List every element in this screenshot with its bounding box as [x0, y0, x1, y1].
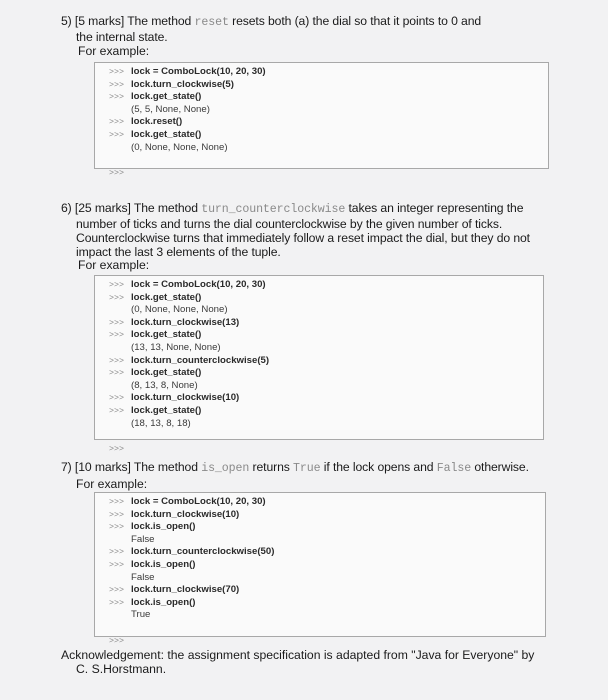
code-line — [109, 521, 545, 534]
prompt-marker: >>> — [109, 167, 125, 178]
prompt-marker — [109, 380, 131, 393]
question-6-text — [61, 201, 601, 259]
prompt-marker — [109, 142, 131, 155]
code-command: lock.reset() — [131, 116, 183, 128]
code-command: lock.turn_clockwise(10) — [131, 392, 240, 404]
code-command: lock.is_open() — [131, 558, 196, 570]
code-line — [109, 355, 543, 368]
code-output: (0, None, None, None) — [131, 304, 228, 316]
q7-code-false: False — [436, 462, 472, 475]
code-line — [109, 572, 545, 585]
q6-suffix: takes an integer representing the — [345, 201, 524, 215]
code-line — [109, 405, 543, 418]
q6-line2: number of ticks and turns the dial counterclockwise by the given number of ticks. — [76, 217, 503, 231]
code-line — [109, 292, 543, 305]
code-line — [109, 380, 543, 393]
code-line — [109, 342, 543, 355]
prompt-marker: >>> — [109, 405, 125, 416]
code-command: lock.get_state() — [131, 291, 202, 303]
code-command: lock.turn_clockwise(70) — [131, 584, 240, 596]
prompt-marker: >>> — [109, 635, 125, 646]
code-command: lock.get_state() — [131, 91, 202, 103]
question-5-text — [61, 14, 591, 44]
code-line — [109, 104, 548, 117]
prompt-marker: >>> — [109, 585, 125, 596]
prompt-marker — [109, 622, 131, 635]
code-line — [109, 430, 543, 443]
acknowledgement-line1: Acknowledgement: the assignment specification is adapted from "Java for Everyone" by — [61, 648, 535, 662]
prompt-marker: >>> — [109, 117, 125, 128]
code-line — [109, 66, 548, 79]
prompt-marker: >>> — [109, 67, 125, 77]
prompt-marker: >>> — [109, 368, 125, 379]
code-line — [109, 279, 543, 292]
code-line — [109, 116, 548, 129]
code-output: True — [131, 609, 151, 621]
code-output: (8, 13, 8, None) — [131, 379, 198, 391]
code-command: lock.get_state() — [131, 367, 202, 379]
prompt-marker: >>> — [109, 317, 125, 328]
code-line — [109, 317, 543, 330]
code-output: False — [131, 571, 155, 583]
code-output: (5, 5, None, None) — [131, 103, 210, 115]
q6-code-example — [94, 275, 544, 454]
code-output: False — [131, 533, 155, 545]
prompt-marker — [109, 342, 131, 355]
prompt-marker — [109, 418, 131, 431]
q5-prefix: 5) [5 marks] The method — [61, 14, 195, 28]
q6-prefix: 6) [25 marks] The method — [61, 201, 202, 215]
code-line — [109, 597, 545, 610]
prompt-marker: >>> — [109, 509, 125, 520]
prompt-marker: >>> — [109, 393, 125, 404]
q5-suffix: resets both (a) the dial so that it points to 0 and — [228, 14, 482, 28]
code-line — [109, 635, 545, 648]
q6-line3: Counterclockwise turns that immediately follow a reset impact the dial, but they do not — [76, 231, 530, 245]
code-output: (0, None, None, None) — [131, 141, 228, 153]
code-command: lock.turn_clockwise(10) — [131, 508, 240, 520]
prompt-marker: >>> — [109, 497, 125, 507]
code-command: lock.turn_clockwise(13) — [131, 316, 240, 328]
q7-code-true: True — [293, 462, 321, 475]
code-line — [109, 392, 543, 405]
code-output: (18, 13, 8, 18) — [131, 417, 191, 429]
code-command: lock.turn_counterclockwise(5) — [131, 354, 270, 366]
prompt-marker: >>> — [109, 522, 125, 533]
prompt-marker — [109, 572, 131, 585]
code-line — [109, 129, 548, 142]
code-line — [109, 559, 545, 572]
q6-line4: impact the last 3 elements of the tuple. — [76, 245, 281, 259]
prompt-marker: >>> — [109, 597, 125, 608]
q7-prefix: 7) [10 marks] The method — [61, 460, 202, 474]
code-line — [109, 79, 548, 92]
code-line — [109, 154, 548, 167]
prompt-marker: >>> — [109, 292, 125, 303]
code-command: lock.get_state() — [131, 128, 202, 140]
code-line — [109, 534, 545, 547]
q7-middle2: if the lock opens and — [320, 460, 437, 474]
prompt-marker: >>> — [109, 355, 125, 366]
q5-line2: the internal state. — [76, 30, 168, 44]
code-line — [109, 418, 543, 431]
code-line — [109, 609, 545, 622]
prompt-marker: >>> — [109, 547, 125, 558]
prompt-marker — [109, 609, 131, 622]
code-line — [109, 584, 545, 597]
prompt-marker: >>> — [109, 79, 125, 90]
q7-code-example — [94, 492, 546, 646]
q7-suffix: otherwise. — [471, 460, 529, 474]
q5-code-reset: reset — [194, 16, 229, 29]
q6-code-turn-counterclockwise: turn_counterclockwise — [201, 203, 346, 216]
code-command: lock.is_open() — [131, 596, 196, 608]
prompt-marker — [109, 304, 131, 317]
code-command: lock.is_open() — [131, 521, 196, 533]
code-line — [109, 443, 543, 456]
code-line — [109, 367, 543, 380]
code-line — [109, 509, 545, 522]
prompt-marker: >>> — [109, 443, 125, 454]
code-line — [109, 91, 548, 104]
prompt-marker — [109, 534, 131, 547]
code-line — [109, 622, 545, 635]
q7-for-example: For example: — [76, 477, 148, 491]
prompt-marker: >>> — [109, 280, 125, 290]
q7-code-is-open: is_open — [201, 462, 250, 475]
code-command: lock = ComboLock(10, 20, 30) — [131, 496, 266, 507]
q5-code-example — [94, 62, 549, 178]
code-command: lock = ComboLock(10, 20, 30) — [131, 279, 266, 290]
q7-middle: returns — [249, 460, 294, 474]
question-7-text — [61, 460, 601, 476]
code-command: lock = ComboLock(10, 20, 30) — [131, 66, 266, 77]
prompt-marker: >>> — [109, 129, 125, 140]
code-command: lock.turn_clockwise(5) — [131, 78, 234, 90]
code-command: lock.turn_counterclockwise(50) — [131, 546, 275, 558]
q5-for-example: For example: — [78, 44, 150, 58]
prompt-marker — [109, 430, 131, 443]
code-line — [109, 329, 543, 342]
prompt-marker: >>> — [109, 330, 125, 341]
prompt-marker — [109, 104, 131, 117]
code-line — [109, 546, 545, 559]
code-line — [109, 496, 545, 509]
code-command: lock.get_state() — [131, 329, 202, 341]
prompt-marker — [109, 154, 131, 167]
code-output: (13, 13, None, None) — [131, 341, 221, 353]
acknowledgement — [61, 648, 601, 676]
code-line — [109, 304, 543, 317]
prompt-marker: >>> — [109, 92, 125, 103]
code-line — [109, 142, 548, 155]
code-command: lock.get_state() — [131, 404, 202, 416]
q6-for-example: For example: — [78, 258, 150, 272]
acknowledgement-line2: C. S.Horstmann. — [76, 662, 167, 676]
prompt-marker: >>> — [109, 559, 125, 570]
code-line — [109, 167, 548, 180]
